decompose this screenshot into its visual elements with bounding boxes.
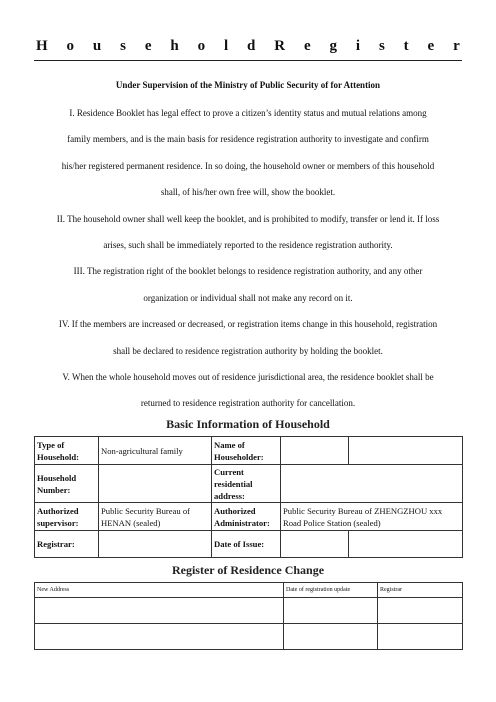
title-letter: e bbox=[303, 38, 311, 54]
note-line: shall be declared to residence registration authority by holding the booklet. bbox=[113, 345, 383, 356]
residence-change-table bbox=[34, 582, 463, 650]
registrar-value bbox=[99, 531, 212, 558]
title-letter: r bbox=[453, 38, 460, 54]
note-line: II. The household owner shall well keep the booklet, and is prohibited to modify, transfer or lend it. If loss bbox=[56, 213, 440, 224]
title-letter: t bbox=[403, 38, 409, 54]
type-label: Type of Household: bbox=[35, 437, 99, 465]
registrar-label: Registrar: bbox=[35, 531, 99, 558]
title-letter: h bbox=[170, 38, 179, 54]
update-date-cell bbox=[284, 598, 378, 624]
title-letter: d bbox=[247, 38, 256, 54]
title-letter: H bbox=[36, 38, 48, 54]
note-line: arises, such shall be immediately reported to the residence registration authority. bbox=[103, 240, 393, 251]
title-letter: o bbox=[197, 38, 206, 54]
date-label: Date of Issue: bbox=[212, 531, 281, 558]
title-letter: o bbox=[66, 38, 75, 54]
note-line: V. When the whole household moves out of residence jurisdictional area, the residence booklet shall be bbox=[62, 372, 434, 383]
supervisor-value: Public Security Bureau of HENAN (sealed) bbox=[99, 503, 212, 531]
header-divider bbox=[34, 60, 462, 61]
table-row bbox=[35, 624, 463, 650]
header-title bbox=[36, 38, 460, 58]
title-letter: s bbox=[378, 38, 385, 54]
basic-info-title: Basic Information of Household bbox=[166, 417, 330, 431]
registrar-cell bbox=[378, 598, 463, 624]
column-header: New Address bbox=[35, 583, 284, 598]
column-header: Date of registration update bbox=[284, 583, 378, 598]
title-letter: e bbox=[427, 38, 435, 54]
table-row bbox=[35, 598, 463, 624]
note-line: IV. If the members are increased or decreased, or registration items change in this household, registration bbox=[58, 319, 438, 330]
note-line: returned to residence registration authority for cancellation. bbox=[140, 398, 356, 409]
title-letter: R bbox=[274, 38, 286, 54]
update-date-cell bbox=[284, 624, 378, 650]
administrator-value: Public Security Bureau of ZHENGZHOU xxx Road Police Station (sealed) bbox=[281, 503, 463, 531]
new-address-cell bbox=[35, 624, 284, 650]
registrar-cell bbox=[378, 624, 463, 650]
basic-info-table bbox=[34, 436, 463, 558]
household-number-label: Household Number: bbox=[35, 465, 99, 503]
table-row bbox=[35, 437, 463, 465]
title-letter: u bbox=[92, 38, 102, 54]
new-address-cell bbox=[35, 598, 284, 624]
booklet-notes bbox=[34, 100, 462, 417]
title-letter: s bbox=[120, 38, 126, 54]
householder-label: Name of Householder: bbox=[212, 437, 281, 465]
title-letter: l bbox=[224, 38, 229, 54]
note-line: I. Residence Booklet has legal effect to prove a citizen’s identity status and mutual relations among bbox=[69, 108, 427, 118]
householder-extra bbox=[349, 437, 463, 465]
title-letter: e bbox=[144, 38, 152, 54]
supervisor-label: Authorized supervisor: bbox=[35, 503, 99, 531]
note-line: III. The registration right of the booklet belongs to residence registration authority, and any other bbox=[73, 266, 423, 277]
note-line: organization or individual shall not make any record on it. bbox=[143, 292, 353, 303]
date-value bbox=[281, 531, 349, 558]
householder-value bbox=[281, 437, 349, 465]
supervision-line: Under Supervision of the Ministry of Public Security of for Attention bbox=[115, 80, 381, 90]
note-line: his/her registered permanent residence. In so doing, the household owner or members of this household bbox=[61, 160, 435, 171]
table-row bbox=[35, 465, 463, 503]
address-value bbox=[281, 465, 463, 503]
title-letter: i bbox=[355, 38, 361, 54]
address-label: Current residential address: bbox=[212, 465, 281, 503]
column-header: Registrar bbox=[378, 583, 463, 598]
table-row bbox=[35, 503, 463, 531]
date-extra bbox=[349, 531, 463, 558]
residence-change-title: Register of Residence Change bbox=[171, 563, 325, 577]
note-line: shall, of his/her own free will, show the booklet. bbox=[160, 187, 336, 198]
title-letter: g bbox=[329, 38, 338, 54]
type-value: Non-agricultural family bbox=[99, 437, 212, 465]
table-header-row bbox=[35, 583, 463, 598]
administrator-label: Authorized Administrator: bbox=[212, 503, 281, 531]
household-number-value bbox=[99, 465, 212, 503]
note-line: family members, and is the main basis for residence registration authority to investigate and confirm bbox=[67, 134, 429, 145]
table-row bbox=[35, 531, 463, 558]
